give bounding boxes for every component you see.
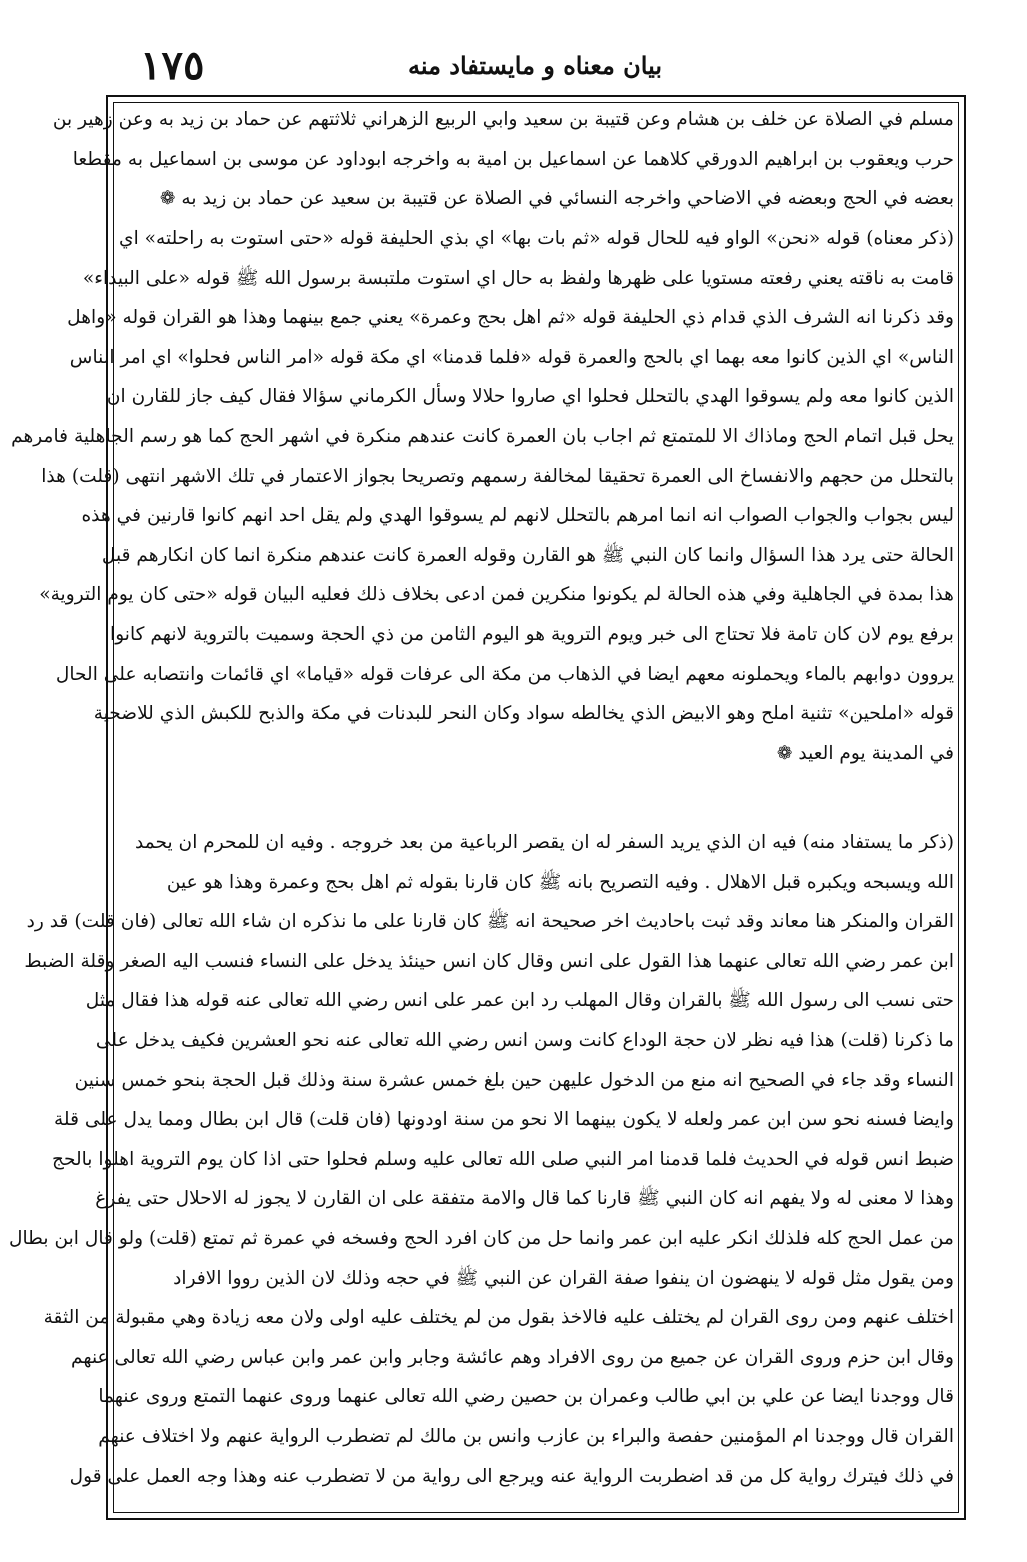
citation-paragraph xyxy=(52,100,954,219)
benefits-section xyxy=(8,823,954,1496)
text-line: قال ووجدنا ايضا عن علي بن ابي طالب وعمران بن حصين رضي الله تعالى عنهما وروى عنهما التمتع وروى عنهما xyxy=(98,1386,954,1408)
text-line: هذا بمدة في الجاهلية وفي هذه الحالة لم يكونوا منكرين فمن ادعى بخلاف ذلك فعليه البيان قوله «حتى كان يوم التروية» xyxy=(39,584,954,606)
text-line: النساء وقد جاء في الصحيح انه منع من الدخول عليهن حين بلغ خمس عشرة سنة وذلك قبل الحجة بنحو خمس سنين xyxy=(74,1069,954,1091)
meaning-section xyxy=(11,219,954,773)
text-line: الله ويسبحه ويكبره قبل الاهلال . وفيه التصريح بانه ﷺ كان قارنا بقوله ثم اهل بحج وعمرة وهذا هو عين xyxy=(166,871,954,893)
page-number: ١٧٥ xyxy=(140,42,205,89)
running-title: بيان معناه و مايستفاد منه xyxy=(407,51,663,80)
text-line: الناس» اي الذين كانوا معه بهما اي بالحج والعمرة قوله «فلما قدمنا» اي مكة قوله «امر الناس فحلوا» اي امر الناس xyxy=(69,346,954,368)
text-line: (ذكر معناه) قوله «نحن» الواو فيه للحال قوله «ثم بات بها» اي بذي الحليفة قوله «حتى استوت به راحلته» اي xyxy=(119,228,954,249)
text-line: ومن يقول مثل قوله لا ينهضون ان ينفوا صفة القران عن النبي ﷺ في حجه وذلك لان الذين رووا الافراد xyxy=(173,1267,954,1289)
text-line: بالتحلل من حجهم والانفساخ الى العمرة تحقيقا لمخالفة رسمهم وتصريحا بجواز الاعتمار في تلك الاشهر انتهى (قلت) هذا xyxy=(41,465,954,487)
text-line: القران والمنكر هنا معاند وقد ثبت باحاديث اخر صحيحة انه ﷺ كان قارنا على ما نذكره ان شاء الله تعالى (فان قلت) قد رد xyxy=(26,911,954,933)
text-line: وايضا فسنه نحو سن ابن عمر ولعله لا يكون بينهما الا نحو من سنة اودونها (فان قلت) قال ابن بطال ومما يدل على قلة xyxy=(53,1109,954,1131)
text-line: وقال ابن حزم وروى القران عن جميع من روى الافراد وهم عائشة وجابر وابن عمر وابن عباس رضي الله تعالى عنهم xyxy=(71,1346,954,1368)
text-line: (ذكر ما يستفاد منه) فيه ان الذي يريد السفر له ان يقصر الرباعية من بعد خروجه . وفيه ان للمحرم ان يحمد xyxy=(134,832,954,853)
text-line: ضبط انس قوله في الحديث فلما قدمنا امر النبي صلى الله تعالى عليه وسلم فحلوا حتى اذا كان يوم التروية اهلوا بالحج xyxy=(51,1148,954,1170)
text-line: حتى نسب الى رسول الله ﷺ بالقران وقال المهلب رد ابن عمر على انس رضي الله تعالى عنه قوله هذا فقال مثل xyxy=(85,990,954,1012)
text-line: بعضه في الحج وبعضه في الاضاحي واخرجه النسائي في الصلاة عن قتيبة بن سعيد عن حماد بن زيد به ❁ xyxy=(159,188,954,210)
text-line: يحل قبل اتمام الحج وماذاك الا للمتمتع ثم اجاب بان العمرة كانت عندهم منكرة في اشهر الحج كما هو رسم الجاهلية فامرهم xyxy=(11,425,954,447)
text-line: ليس بجواب والجواب الصواب انه انما امرهم بالتحلل لانهم لم يسوقوا الهدي ولم يقل احد انهم كانوا قارنين في هذه xyxy=(81,505,954,527)
page-header xyxy=(100,40,970,92)
text-line: حرب ويعقوب بن ابراهيم الدورقي كلاهما عن اسماعيل بن امية به واخرجه ابوداود عن موسى بن اسماعيل به مقطعا xyxy=(72,148,954,170)
text-line: في المدينة يوم العيد ❁ xyxy=(776,742,954,764)
text-line: برفع يوم لان كان تامة فلا تحتاج الى خبر ويوم التروية هو اليوم الثامن من ذي الحجة وسميت بالتروية لانهم كانوا xyxy=(110,623,954,645)
text-line: قامت به ناقته يعني رفعته مستويا على ظهرها ولفظ به حال اي استوت ملتبسة برسول الله ﷺ قوله «على البيداء» xyxy=(82,267,954,289)
text-line: من عمل الحج كله فلذلك انكر عليه ابن عمر وانما حل من كان افرد الحج وفسخه في عمرة ثم تمتع (قلت) ولو قال ابن بطال xyxy=(8,1227,954,1249)
text-line: في ذلك فيترك رواية كل من قد اضطربت الرواية عنه ويرجع الى رواية من لا تضطرب عنه وهذا وجه العمل على قول xyxy=(69,1465,954,1487)
text-line: الحالة حتى يرد هذا السؤال وانما كان النبي ﷺ هو القارن وقوله العمرة كانت عندهم منكرة انما كان انكارهم قبل xyxy=(101,544,954,566)
text-line: اختلف عنهم ومن روى القران لم يختلف عليه فالاخذ بقول من لم يختلف عليه اولى ولان معه زيادة وهي مقبولة من الثقة xyxy=(43,1307,954,1329)
text-line: القران قال ووجدنا ام المؤمنين حفصة والبراء بن عازب وانس بن مالك لم تضطرب الرواية عنهم ولا اختلاف عنهم xyxy=(98,1425,954,1447)
text-line: الذين كانوا معه ولم يسوقوا الهدي بالتحلل فحلوا اي صاروا حلالا وسأل الكرماني سؤالا فقال كيف جاز للقارن ان xyxy=(106,386,954,408)
text-line: مسلم في الصلاة عن خلف بن هشام وعن قتيبة بن سعيد وابي الربيع الزهراني ثلاثتهم عن حماد بن زيد به وعن زهير بن xyxy=(52,109,954,130)
text-line: ابن عمر رضي الله تعالى عنهما هذا القول على انس وقال كان انس حينئذ يدخل على النساء فنسب اليه الصغر وقلة الضبط xyxy=(24,950,954,972)
text-line: يروون دوابهم بالماء ويحملونه معهم ايضا في الذهاب من مكة الى عرفات قوله «قياما» اي قائمات وانتصابه على الحال xyxy=(55,663,954,685)
text-line: ما ذكرنا (قلت) هذا فيه نظر لان حجة الوداع كانت وسن انس رضي الله تعالى عنه نحو العشرين فكيف يدخل على xyxy=(95,1029,954,1051)
text-line: وقد ذكرنا انه الشرف الذي قدام ذي الحليفة قوله «ثم اهل بحج وعمرة» يعني جمع بينهما وهذا هو القران قوله «واهل xyxy=(67,307,954,329)
text-line: قوله «املحين» تثنية املح وهو الابيض الذي يخالطه سواد وكان النحر للبدنات في مكة والذبح للكبش الذي للاضحية xyxy=(93,703,954,725)
text-line: وهذا لا معنى له ولا يفهم انه كان النبي ﷺ قارنا كما قال والامة متفقة على ان القارن لا يجوز له الاحلال حتى يفرغ xyxy=(95,1188,954,1210)
